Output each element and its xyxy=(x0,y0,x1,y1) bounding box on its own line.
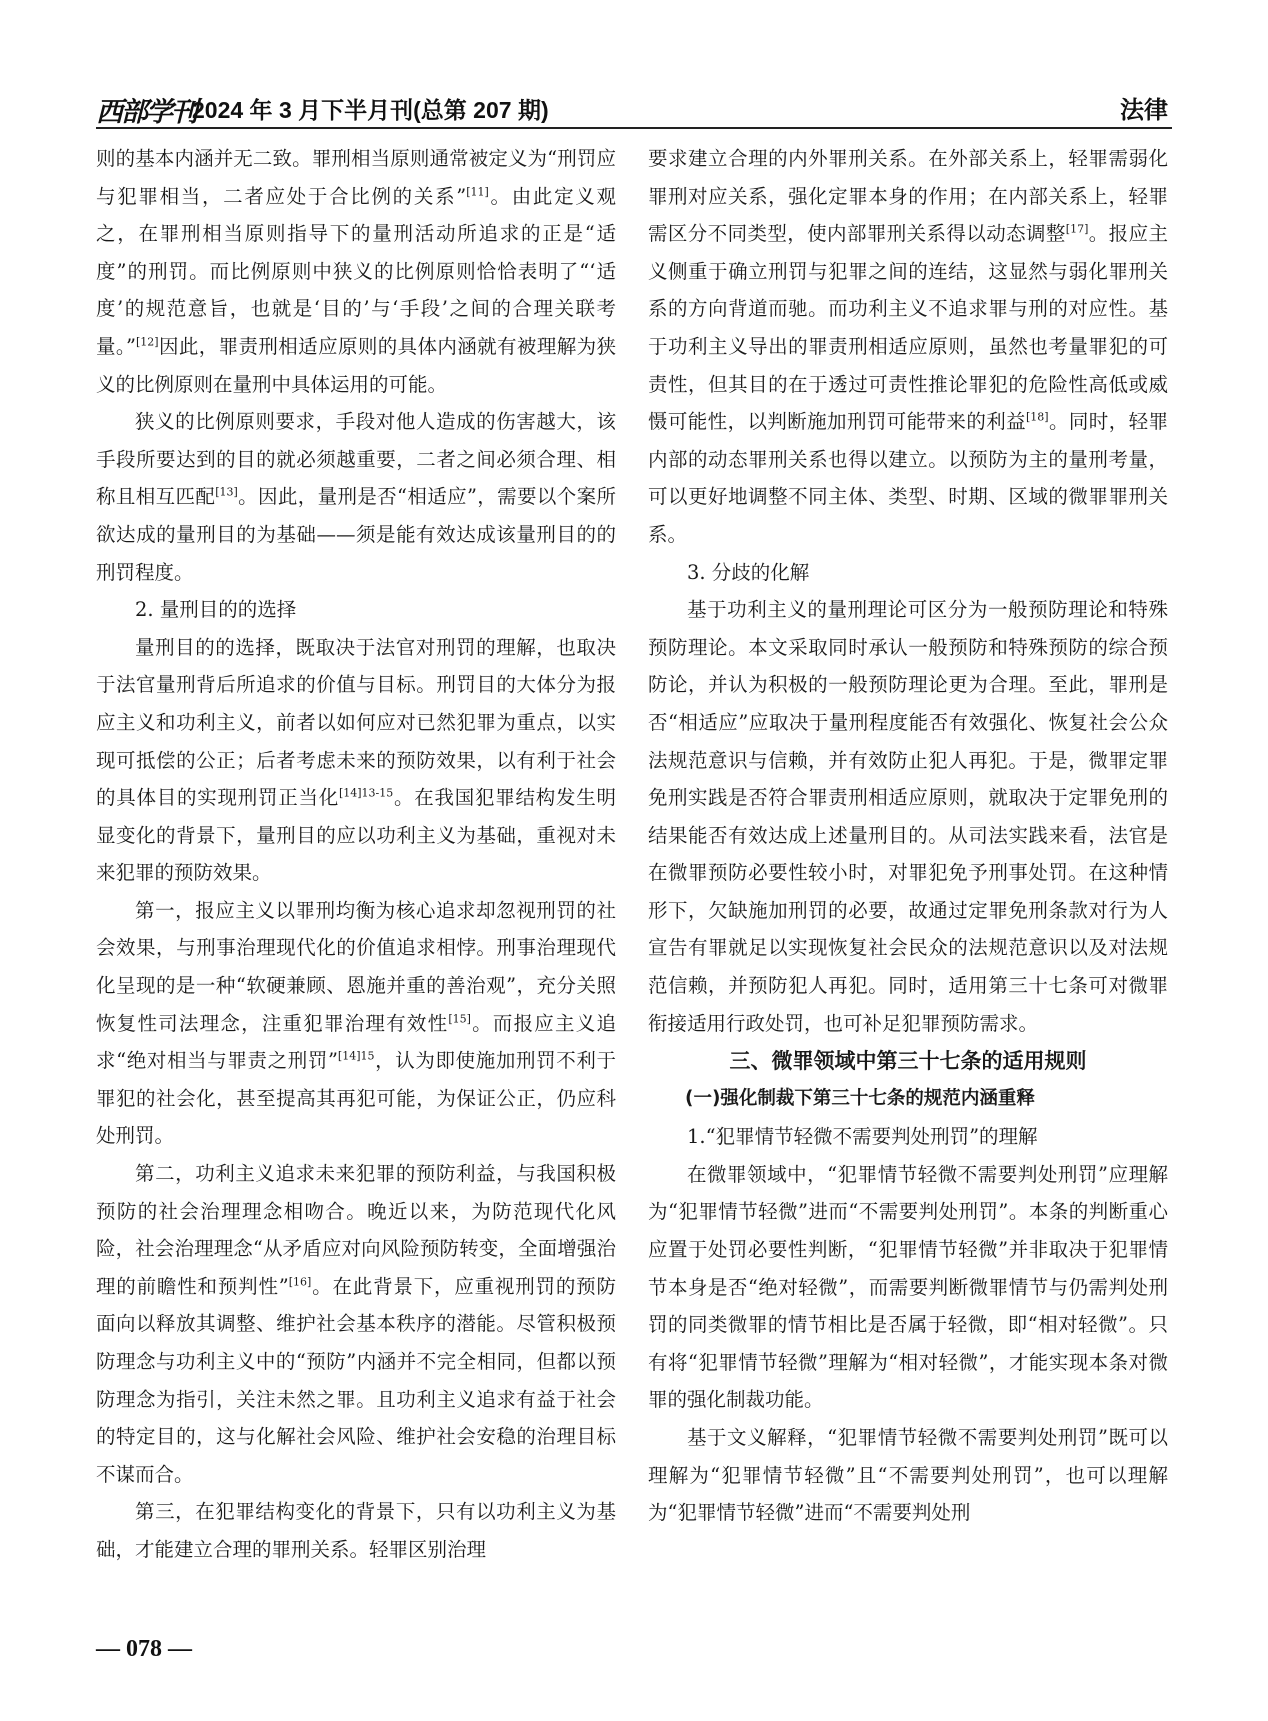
subheading: 2. 量刑目的的选择 xyxy=(135,598,297,622)
citation: [12] xyxy=(136,335,159,349)
paragraph: 第一，报应主义以罪刑均衡为核心追求却忽视刑罚的社会效果，与刑事治理现代化的价值追求相悖。刑事治理现代化呈现的是一种“软硬兼顾、恩施并重的善治观”，充分关照恢复性司法理念，注重犯罪治理有效性[15]。而报应主义追求“绝对相当与罪责之刑罚”$^{[14]15}$，认为即使施加刑罚不利于罪犯的社会化，甚至提高其再犯可能，为保证公正，仍应科处刑罚。 xyxy=(96,898,616,1148)
section-label: 法律 xyxy=(1120,96,1168,124)
page-number: — 078 — xyxy=(96,1636,192,1662)
header-rule xyxy=(96,127,1172,129)
citation: [14]13-15 xyxy=(338,786,394,800)
citation: [15] xyxy=(448,1012,471,1026)
citation: [13] xyxy=(215,485,238,499)
citation: [11] xyxy=(466,185,489,199)
left-column xyxy=(96,140,616,1569)
subheading: 3. 分歧的化解 xyxy=(687,560,810,584)
page-header xyxy=(96,88,1172,128)
journal-logo: 西部学刊 xyxy=(96,97,196,128)
right-column xyxy=(648,140,1168,1532)
issue-info: 2024 年 3 月下半月刊(总第 207 期) xyxy=(192,97,549,123)
paragraph: 第二，功利主义追求未来犯罪的预防利益，与我国积极预防的社会治理理念相吻合。晚近以来，为防范现代化风险，社会治理理念“从矛盾应对向风险预防转变，全面增强治理的前瞻性和预判性”[16]。在此背景下，应重视刑罚的预防面向以释放其调整、维护社会基本秩序的潜能。尽管积极预防理念与功利主义中的“预防”内涵并不完全相同，但都以预防理念为指引，关注未然之罪。且功利主义追求有益于社会的特定目的，这与化解社会风险、维护社会安稳的治理目标不谋而合。 xyxy=(96,1162,616,1486)
paragraph: 基于文义解释，“犯罪情节轻微不需要判处刑罚”既可以理解为“犯罪情节轻微”且“不需要判处刑罚”，也可以理解为“犯罪情节轻微”进而“不需要判处刑 xyxy=(648,1426,1168,1525)
paragraph: 在微罪领域中，“犯罪情节轻微不需要判处刑罚”应理解为“犯罪情节轻微”进而“不需要判处刑罚”。本条的判断重心应置于处罚必要性判断，“犯罪情节轻微”并非取决于犯罪情节本身是否“绝对轻微”，而需要判断微罪情节与仍需判处刑罚的同类微罪的情节相比是否属于轻微，即“相对轻微”。只有将“犯罪情节轻微”理解为“相对轻微”，才能实现本条对微罪的强化制裁功能。 xyxy=(648,1162,1168,1412)
paragraph: 基于功利主义的量刑理论可区分为一般预防理论和特殊预防理论。本文采取同时承认一般预防和特殊预防的综合预防论，并认为积极的一般预防理论更为合理。至此，罪刑是否“相适应”应取决于量刑程度能否有效强化、恢复社会公众法规范意识与信赖，并有效防止犯人再犯。于是，微罪定罪免刑实践是否符合罪责刑相适应原则，就取决于定罪免刑的结果能否有效达成上述量刑目的。从司法实践来看，法官是在微罪预防必要性较小时，对罪犯免予刑事处罚。在这种情形下，欠缺施加刑罚的必要，故通过定罪免刑条款对行为人宣告有罪就足以实现恢复社会民众的法规范意识以及对法规范信赖，并预防犯人再犯。同时，适用第三十七条可对微罪衔接适用行政处罚，也可补足犯罪预防需求。 xyxy=(648,598,1168,1035)
paragraph: 要求建立合理的内外罪刑关系。在外部关系上，轻罪需弱化罪刑对应关系，强化定罪本身的作用；在内部关系上，轻罪需区分不同类型，使内部罪刑关系得以动态调整[17]。报应主义侧重于确立刑罚与犯罪之间的连结，这显然与弱化罪刑关系的方向背道而驰。而功利主义不追求罪与刑的对应性。基于功利主义导出的罪责刑相适应原则，虽然也考量罪犯的可责性，但其目的在于透过可责性推论罪犯的危险性高低或威慑可能性，以判断施加刑罚可能带来的利益[18]。同时，轻罪内部的动态罪刑关系也得以建立。以预防为主的量刑考量，可以更好地调整不同主体、类型、时期、区域的微罪罪刑关系。 xyxy=(648,147,1168,546)
paragraph: 则的基本内涵并无二致。罪刑相当原则通常被定义为“刑罚应与犯罪相当，二者应处于合比例的关系”[11]。由此定义观之，在罪刑相当原则指导下的量刑活动所追求的正是“适度”的刑罚。而比例原则中狭义的比例原则恰恰表明了“‘适度’的规范意旨，也就是‘目的’与‘手段’之间的合理关联考量。”[12]因此，罪责刑相适应原则的具体内涵就有被理解为狭义的比例原则在量刑中具体运用的可能。 xyxy=(96,147,616,396)
paragraph: 第三，在犯罪结构变化的背景下，只有以功利主义为基础，才能建立合理的罪刑关系。轻罪区别治理 xyxy=(96,1500,616,1561)
section-heading: 三、微罪领域中第三十七条的适用规则 xyxy=(729,1049,1087,1074)
paragraph: 量刑目的的选择，既取决于法官对刑罚的理解，也取决于法官量刑背后所追求的价值与目标。刑罚目的大体分为报应主义和功利主义，前者以如何应对已然犯罪为重点，以实现可抵偿的公正；后者考虑未来的预防效果，以有利于社会的具体目的实现刑罚正当化$^{[14]13-15}$。在我国犯罪结构发生明显变化的背景下，量刑目的应以功利主义为基础，重视对未来犯罪的预防效果。 xyxy=(96,635,616,885)
citation: [16] xyxy=(288,1275,312,1289)
citation: [17] xyxy=(1065,222,1089,236)
subsection-heading: (一)强化制裁下第三十七条的规范内涵重释 xyxy=(685,1088,1035,1110)
citation: [18] xyxy=(1026,410,1049,424)
paragraph: 狭义的比例原则要求，手段对他人造成的伤害越大，该手段所要达到的目的就必须越重要，二者之间必须合理、相称且相互匹配[13]。因此，量刑是否“相适应”，需要以个案所欲达成的量刑目的为基础——须是能有效达成该量刑目的的刑罚程度。 xyxy=(96,410,616,584)
subheading: 1.“犯罪情节轻微不需要判处刑罚”的理解 xyxy=(687,1125,1038,1149)
citation: [14]15 xyxy=(337,1049,375,1063)
